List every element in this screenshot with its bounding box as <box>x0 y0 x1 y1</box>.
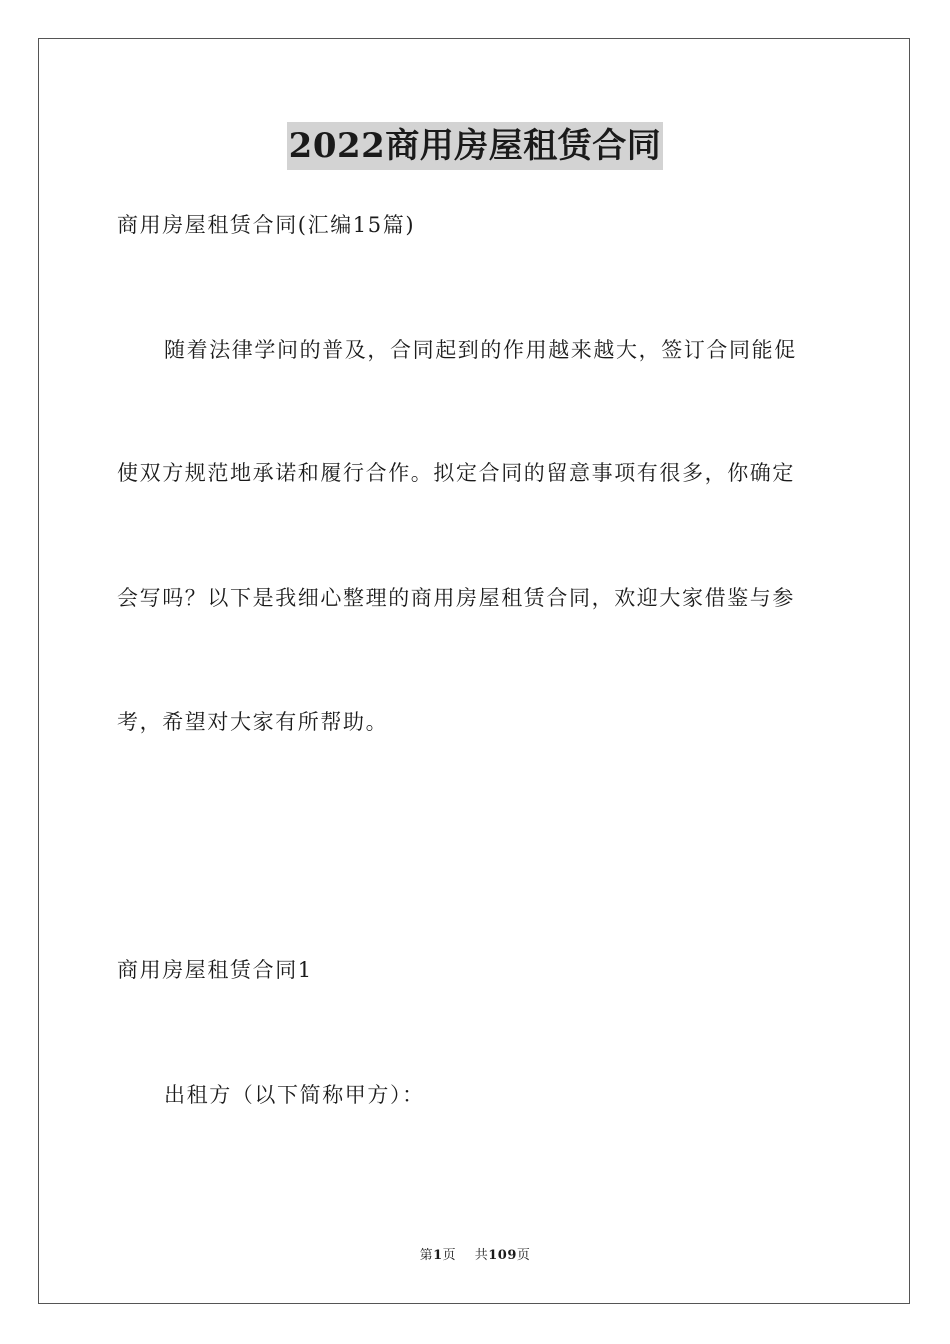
footer-page-prefix: 第 <box>419 1248 434 1263</box>
page-footer <box>0 1246 950 1266</box>
footer-page-number: 1 <box>433 1248 443 1263</box>
footer-total-prefix: 共 <box>474 1248 489 1263</box>
document-title: 2022商用房屋租赁合同 <box>287 122 664 170</box>
intro-line-1: 随着法律学问的普及，合同起到的作用越来越大，签订合同能促 <box>164 338 797 362</box>
footer-total-pages: 109 <box>488 1248 517 1263</box>
title-container <box>0 122 950 170</box>
party-line: 出租方（以下简称甲方）： <box>164 1083 425 1107</box>
footer-page-suffix: 页 <box>442 1248 457 1263</box>
intro-line-4: 考，希望对大家有所帮助。 <box>117 710 389 734</box>
section-heading: 商用房屋租赁合同1 <box>117 958 313 982</box>
intro-line-2: 使双方规范地承诺和履行合作。拟定合同的留意事项有很多，你确定 <box>117 461 795 485</box>
footer-total-suffix: 页 <box>516 1248 531 1263</box>
intro-line-3: 会写吗？以下是我细心整理的商用房屋租赁合同，欢迎大家借鉴与参 <box>117 586 795 610</box>
document-subtitle: 商用房屋租赁合同(汇编15篇) <box>117 213 416 237</box>
